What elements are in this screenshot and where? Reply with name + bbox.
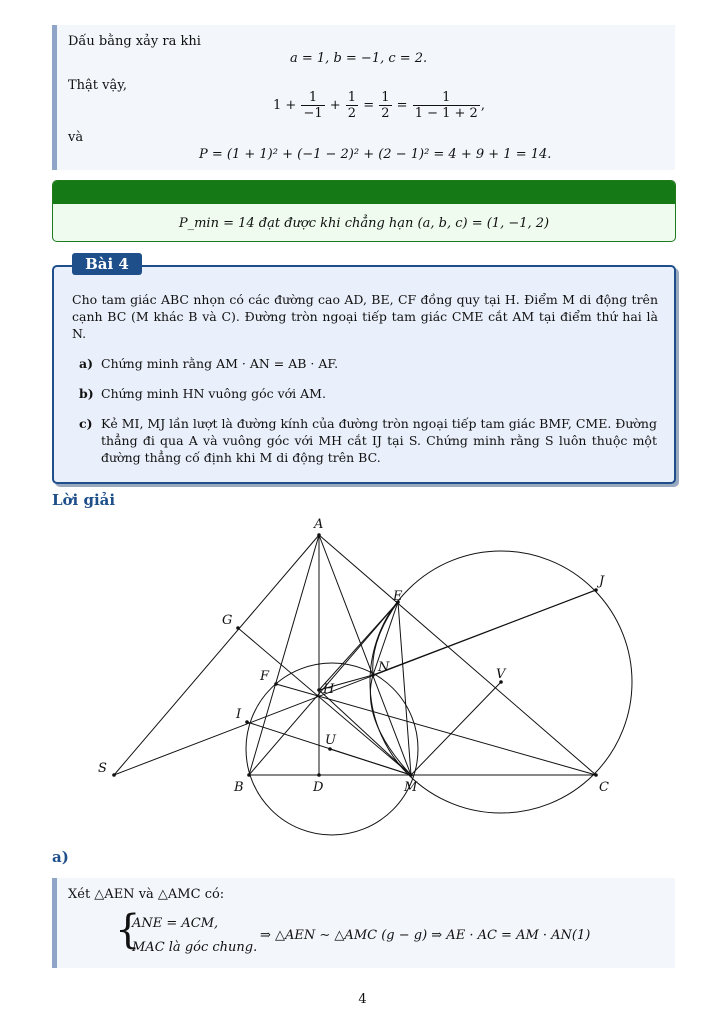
- side-ab: [249, 535, 319, 775]
- problem-item-b: [79, 385, 659, 402]
- verify-intro: Thật vậy,: [68, 78, 127, 93]
- verify-equation: 1 + $\frac{1}{-1}$ + $\frac{1}{2}$ = $\frac{1}{2}$ = $\frac{1}{1 - 1 + 2}$ ,: [273, 90, 485, 121]
- problem-item-a: [79, 355, 659, 372]
- brace: {: [115, 907, 141, 953]
- label-n: N: [378, 660, 390, 675]
- problem-box: [52, 265, 676, 484]
- item-text: Chứng minh rằng AM · AN = AB · AF.: [101, 356, 339, 371]
- and-text: và: [68, 130, 84, 145]
- segment-vm: [411, 682, 501, 775]
- problem-tag: Bài 4: [72, 253, 142, 275]
- segment-me: [398, 602, 411, 775]
- proof-condition-1: ANE = ACM,: [132, 916, 219, 931]
- item-text: Chứng minh HN vuông góc với AM.: [101, 386, 326, 401]
- result-box: [52, 180, 676, 242]
- label-a: A: [314, 517, 324, 532]
- label-i: I: [236, 707, 242, 722]
- item-label: b): [79, 386, 94, 401]
- equality-intro: Dấu bằng xảy ra khi: [68, 34, 201, 49]
- item-text: Kẻ MI, MJ lần lượt là đường kính của đường tròn ngoại tiếp tam giác BMF, CME. Đường thẳng đi qua A và vuông góc với MH cắt IJ tại S. Chứng minh rằng S luôn thuộc một đường thẳng cố định khi M di động trên BC.: [101, 416, 657, 465]
- label-d: D: [313, 780, 324, 795]
- segment-he: [319, 602, 398, 690]
- proof-conclusion: ⇒ △AEN ∼ △AMC (g − g) ⇒ AE · AC = AM · AN(1): [260, 928, 591, 943]
- proof-condition-2: MAC là góc chung.: [132, 940, 258, 955]
- result-body: P_min = 14 đạt được khi chẳng hạn (a, b, c) = (1, −1, 2): [178, 216, 550, 231]
- geometry-figure: [0, 510, 725, 840]
- label-j: J: [599, 574, 605, 589]
- item-label: c): [79, 416, 93, 431]
- label-v: V: [496, 667, 506, 682]
- label-e: E: [393, 589, 403, 604]
- segment-gm: [238, 628, 411, 775]
- label-m: M: [404, 780, 418, 795]
- label-c: C: [599, 780, 609, 795]
- label-s: S: [98, 761, 107, 776]
- label-h: H: [323, 682, 335, 697]
- altitude-cf: [276, 684, 596, 775]
- part-a-heading: a): [52, 848, 69, 866]
- result-header: Kết quả: [53, 181, 675, 204]
- label-f: F: [260, 669, 270, 684]
- segment-um: [330, 749, 411, 775]
- side-ac: [319, 535, 596, 775]
- item-label: a): [79, 356, 94, 371]
- label-u: U: [325, 733, 336, 748]
- proof-box: [52, 878, 675, 968]
- problem-item-c: [79, 415, 659, 466]
- equality-values: a = 1, b = −1, c = 2.: [290, 51, 428, 66]
- page-number: 4: [358, 992, 367, 1007]
- label-b: B: [234, 780, 244, 795]
- equality-box: [52, 25, 675, 170]
- solution-heading: Lời giải: [52, 491, 116, 509]
- segment-nj: [373, 590, 596, 675]
- label-g: G: [222, 613, 233, 628]
- line-as: [114, 535, 319, 775]
- p-equation: P = (1 + 1)² + (−1 − 2)² + (2 − 1)² = 4 + 9 + 1 = 14.: [199, 147, 552, 162]
- proof-intro: Xét △AEN và △AMC có:: [68, 887, 225, 902]
- problem-statement: Cho tam giác ABC nhọn có các đường cao AD, BE, CF đồng quy tại H. Điểm M di động trên cạnh BC (M khác B và C). Đường tròn ngoại tiếp tam giác CME cắt AM tại điểm thứ hai là N.: [72, 292, 658, 341]
